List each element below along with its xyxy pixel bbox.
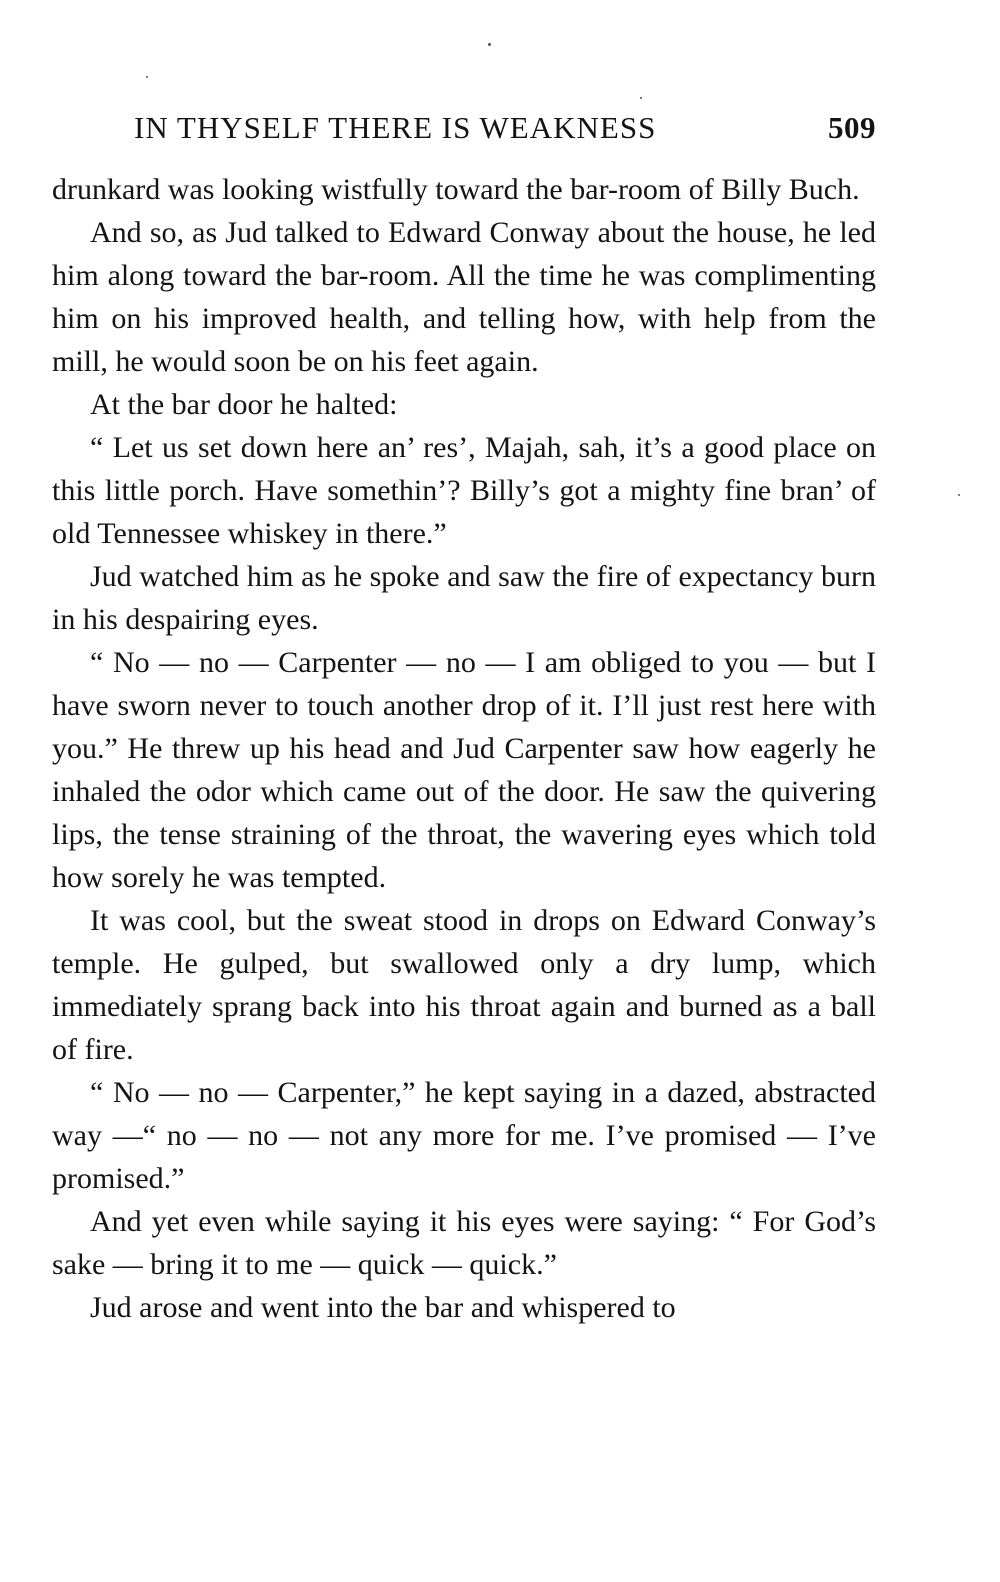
paragraph: Jud watched him as he spoke and saw the fire of expectancy burn in his despairing eyes.: [52, 560, 876, 636]
page-speck: [958, 494, 960, 496]
paragraph: “ No — no — Carpenter,” he kept saying in a dazed, abstracted way —“ no — no — not any more for me. I’ve promised — I’ve promised.”: [52, 1076, 876, 1195]
paragraph: Jud arose and went into the bar and whispered to: [90, 1291, 676, 1324]
body-text: [52, 168, 876, 1329]
paragraph: It was cool, but the sweat stood in drops on Edward Conway’s temple. He gulped, but swallowed only a dry lump, which immediately sprang back into his throat again and burned as a ball of fire.: [52, 904, 876, 1066]
paragraph: drunkard was looking wistfully toward the bar-room of Billy Buch.: [52, 173, 860, 206]
page-speck: [146, 76, 148, 78]
running-title: IN THYSELF THERE IS WEAKNESS: [134, 110, 657, 145]
paragraph: And yet even while saying it his eyes were saying: “ For God’s sake — bring it to me — quick — quick.”: [52, 1205, 876, 1281]
page-speck: [640, 97, 642, 99]
book-page: [52, 110, 876, 1329]
page-speck: [488, 43, 491, 46]
paragraph: “ Let us set down here an’ res’, Majah, sah, it’s a good place on this little porch. Have somethin’? Billy’s got a mighty fine bran’ of old Tennessee whiskey in there.”: [52, 431, 876, 550]
running-header: [52, 110, 876, 146]
paragraph: At the bar door he halted:: [90, 388, 398, 421]
page-number: 509: [828, 110, 876, 145]
paragraph: “ No — no — Carpenter — no — I am obliged to you — but I have sworn never to touch another drop of it. I’ll just rest here with you.” He threw up his head and Jud Carpenter saw how eagerly he inhaled the odor which came out of the door. He saw the quivering lips, the tense straining of the throat, the wavering eyes which told how sorely he was tempted.: [52, 646, 876, 894]
paragraph: And so, as Jud talked to Edward Conway about the house, he led him along toward the bar-room. All the time he was complimenting him on his improved health, and telling how, with help from the mill, he would soon be on his feet again.: [52, 216, 876, 378]
